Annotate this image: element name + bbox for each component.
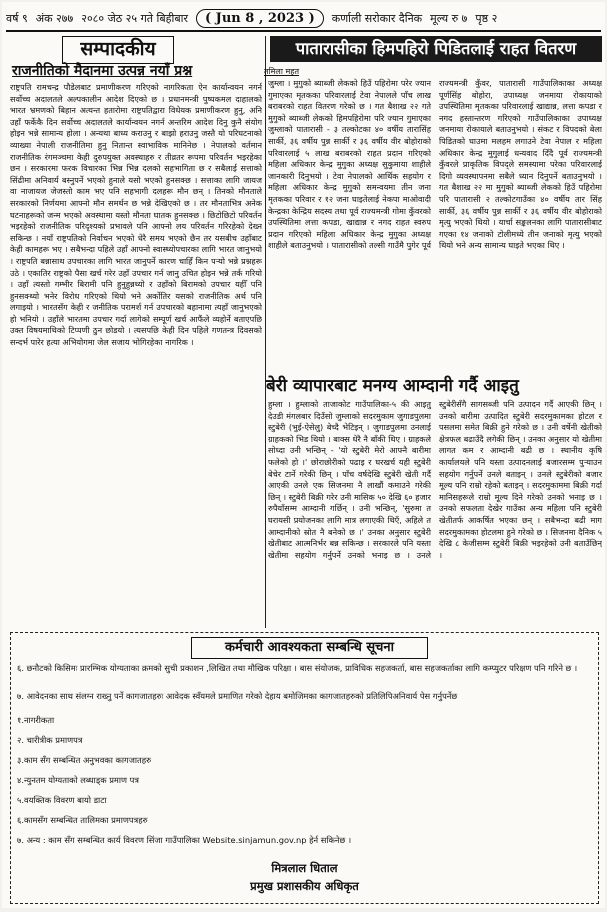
notice-item: ७. अन्य : काम सँग सम्बन्धित कार्य विवरण सिंजा गाउँपालिका Website.sinjamun.gov.np हेर्न सकिनेछ । [17,835,352,845]
volume: वर्ष ९ [6,11,28,25]
issue-number: अंक २७७ [35,11,74,25]
editorial-headline: राजनीतिको मैदानमा उत्पन्न नयाँ प्रश्न [12,63,193,79]
second-headline: बेरी व्यापारबाट मनग्य आम्दानी गर्दै आइतु [266,376,519,396]
paper-name: कर्णाली सरोकार दैनिक [331,11,423,25]
lead-body: जुम्ला । मुगुको ब्याब्जी लेकको हिउँ पहिरोमा परेर ज्यान गुमाएका मृतकका परिवारलाई टेवा नेपालले पाँच लाख बराबरको राहत वितरण गरेको छ । गत बैशाख २२ गते मुगुको ब्याब्जी लेकको हिमपहिरोमा परि ज्यान गुमाएका जुम्लाको पातारासी - ३ तल्कोटका ४० वर्षीय तारासिंह सार्की, ३६ वर्षीय पुन्न सार्की र ३६ वर्षीय वीर बोहोराको परिवारलाई ५ लाख बराबरको राहत प्रदान गरिएको महिला अधिकार केन्द्र मुगुका अध्यक्ष सुकुमाया शाहीले जानकारी दिनुभयो । टेवा नेपालको आर्थिक सहयोग र महिला अधिकार केन्द्र मुगुको समन्वयमा तीन जना मृतकका परिवार र १२ जना घाइतेलाई नेकपा माओवादी केन्द्रका केन्द्रिय सदस्य तथा पूर्व राज्यमन्त्री गोमा कुँवरको उपस्थितिमा लत्ता कपडा, खाद्यान्न र नगद राहत स्वरुप प्रदान गरिएको महिला अधिकार केन्द्र मुगुका अध्यक्ष शाहीले बताउनुभयो । पातारासीको तल्सी गाउँमै पुगेर पूर्व राज्यमन्त्री कुँवर, पातारासी गाउँपालिकाका अध्यक्ष पूर्णसिंह बोहोरा, उपाध्यक्ष जनमाया रोकायाको उपस्थितिमा मृतकका परिवारलाई खाद्यान्न, लत्ता कपडा र नगद हस्तान्तरण गरिएको गाउँपालिकाका उपाध्यक्ष जनमाया रोकायाले बताउनुभयो । संकट र विपदको बेला पिडितको घाउमा मलहम लगाउने टेवा नेपाल र महिला अधिकार केन्द्र मुगुलाई धन्यवाद दिँदै पूर्व राज्यमन्त्री कुँवरले प्राकृतिक विपद्ले समस्यामा परेका परिवारलाई दिगो व्यवस्थापनमा सबैले ध्यान दिनुपर्ने बताउनुभयो । गत बैशाख २२ मा मुगुको ब्याब्जी लेकको हिउँ पहिरोमा परि पातारासी २ तल्कोटगाउँका ४० वर्षीय तार सिंह सार्की, ३६ वर्षीय पुन्न सार्की र ३६ वर्षीय वीर बोहोराको मृत्यु भएको थियो । यार्चा सङ्कलनका लागि पातारासीबाट गएका १४ जनाको टोलीमध्ये तीन जनाको मृत्यु भएको थियो भने अन्य सामान्य घाइते भएका थिए । [268,78,602,251]
lead-dateline: तमिला महत [264,67,300,76]
notice-title: कर्मचारी आवश्यकता सम्बन्धि सूचना [191,637,428,659]
lead-headline: पातारासीका हिमपहिरो पिडितलाई राहत वितरण [270,36,602,62]
nepali-date: २०८० जेठ २५ गते बिहीबार [81,11,188,25]
signatory-name: मित्रलाल धिताल [271,861,338,875]
notice-item: २. चारीत्रीक प्रमाणपत्र [17,735,83,745]
column-divider [265,36,266,628]
price: मूल्य रु ७ [430,11,468,25]
notice-item: ३.काम सँग सम्बन्धित अनुभवका कागजातहरु [17,755,152,765]
editorial-body: राष्ट्रपति रामचन्द्र पौडेलबाट प्रमाणीकरण गरिएको नागरिकता ऐन कार्यान्वयन नगर्न सर्वोच्च अदालतले अल्पकालीन आदेश दिएको छ । प्रधानमन्त्री पुष्पकमल दाहालको भारत भ्रमणको बिहान अत्यन्त हतारोमा राष्ट्रपतिद्वारा विधेयक प्रमाणीकरण हुनु, अनि उहाँ फर्केकै दिन सर्वोच्च अदालतले कार्यान्वयन नगर्न अन्तरिम आदेश दिनु कुनै संयोग होइन भन्ने सामान्य होला । अन्यथा बाध्य कराउनु र बाझो हराउनु जस्तै यो परिघटनाको व्याख्या नेपाली राजनीतिमा हुनु नितान्त स्वाभाविक मानिनेछ । नेपालको वर्तमान राजनीतिक रंगमञ्चमा केही दुरुपयुक्त अवस्थाहरु र तीव्रतर रूपमा परिवर्तन भइरहेका छन । सरकारमा फरक विचारका भिन्न भिन्न दलको सहभागिता छ र सबैलाई सत्ताको सिंढीमा अनिवार्य बस्नुपर्ने भएको हुनाले यसो भएको हुनसक्छ । सत्ताका लागि जायज वा नाजायज जेजस्तो काम भए पनि सहभागी दलहरू मौन छन् । तिनको मौनताले सरकारको निर्णयमा आफ्नो मौन समर्थन छ भन्ने देखिएको छ । तर मौनताभित्र अनेक घटनाहरूको जन्म भएको अवस्थामा यस्तो मौनता घातक हुनसक्छ । छिटोछिटो परिवर्तन भइरहेको राजनीतिक परिदृश्यको प्रभावले पनि आफ्नो लय परिवर्तन गरिरहेको देख्न सकिन्छ । नयाँ राष्ट्रपतिको निर्वाचन भएको धेरै समय भएको छैन तर यसबीच उहाँबाट केही कामहरू भए । सबैभन्दा पहिले उहाँ आफ्नो स्वास्थ्योपचारका लागि भारत जानुभयो । राष्ट्रपति बन्नासाथ उपचारका लागि भारत जानुपर्ने कारण चाहिँ किन पर्‍यो भन्ने प्रश्नहरू उठे । एकातिर राष्ट्रको पैसा खर्च गरेर उहाँ उपचार गर्न जानु उचित होइन भन्ने तर्क गरियो । उहाँ त्यस्तो गम्भीर बिरामी पनि हुनुहुन्नथ्यो र उहाँको बिरामको उपचार यहीँ पनि हुनसक्थ्यो भनेर विरोध गरिएको थियो भने अर्कोतिर यसको राजनीतिक अर्थ पनि लगाइयो । भारतसँग केही र जनीतिक परामर्श गर्न उपचारको बहानामा त्यहाँ जानुभएको हो भनियो । उहाँले भारतमा उपचार गर्दा लागेको सम्पूर्ण खर्च आफैंले व्यहोर्ने बताएपछि उक्त विषयमाथिको टिप्पणी ठुन छोडयो । त्यसपछि केही दिन पहिले गणतन्त्र दिवसको सन्दर्भ पारेर हत्या अभियोगमा जेल सजाय भोगिरहेका नागरिक । [10,82,262,348]
notice-item: ५.वयक्तिक विवरण बायो डाटा [17,795,107,805]
notice-item: ४.न्युनतम योग्यताको लब्धाड्क प्रमाण पत्र [17,775,139,785]
notice-item: ६. छनौटको किसिमः प्रारम्भिक योग्यताका क्रमको सुची प्रकाशन ,लिखित तथा मौखिक परिक्षा । बास संयोजक, प्राविधिक सहजकर्ता, बास सहजकर्ताका लागि कम्प्युटर परिक्षण पनि गरिने छ । [17,663,578,673]
second-body: हुम्ला । हुम्लाको ताजाकोट गाउँपालिका-५ की आइतु देउडी मंगलबार दिउँसो जुम्लाको सदरमुकाम जुगाडपुलमा स्टुबेरी (भुई-ऐसेलु) बेच्दै भेटिइन् । जुगाडपुलमा उनलाई ग्राहकको भिड थियो । बाक्स धेरै नै बाँकी थिए । ग्राहकले सोध्दा उनी भन्छिन् - 'यो स्टुबेरी मेरो आफ्नै बारीमा फलेको हो ।' छोराछोरीको पढाइ र घरखर्च यही स्टुबेरी बेचेर टार्ने गरेकी छिन् । पाँच वर्षदेखि स्टुबेरी खेती गर्दै आएकी उनले एक सिजनमा नै लाखौं कमाउने गरेकी छिन् । स्टुबेरी बिक्री गरेर उनी मासिक ५० देखि ६० हजार रुपैयाँसम्म आम्दानी गर्छिन् । उनी भन्छिन्, 'सुरुमा त घरायसी प्रयोजनका लागि मात्र लगाएकी थिएँ, अहिले त आम्दानीको स्रोत नै बनेको छ ।' उनका अनुसार स्टुबेरी खेतीबाट आत्मनिर्भर बन्न सकिन्छ । सरकारले पनि यस्ता खेतीमा सहयोग गर्नुपर्ने उनको भनाइ छ । उनले स्टुबेरीसँगै सागसब्जी पनि उत्पादन गर्दै आएकी छिन् । उनको बारीमा उत्पादित स्टुबेरी सदरमुकामका होटल र पसलमा समेत बिक्री हुने गरेको छ । उनी वर्षेनी खेतीको क्षेत्रफल बढाउँदै लगेकी छिन् । उनका अनुसार यो खेतीमा लागत कम र आम्दानी बढी छ । स्थानीय कृषि कार्यालयले पनि यस्ता उत्पादनलाई बजारसम्म पुर्‍याउन सहयोग गर्नुपर्ने उनले बताइन् । उनले स्टुबेरीको बजार मूल्य पनि राम्रो रहेको बताइन् । सदरमुकाममा बिक्री गर्दा मानिसहरूले राम्रो मूल्य दिने गरेको उनको भनाइ छ । उनको सफलता देखेर गाउँका अन्य महिला पनि स्टुबेरी खेतीतर्फ आकर्षित भएका छन् । सबैभन्दा बढी माग सदरमुकामका होटलमा हुने गरेको छ । सिजनमा दैनिक ५ देखि ८ केजीसम्म स्टुबेरी बिक्री भइरहेको उनी बताउँछिन् । [268,399,602,560]
page-number: पृष्ठ २ [475,11,498,25]
editorial-section-title: सम्पादकीय [62,36,174,64]
english-date: ( Jun 8 , 2023 ) [196,9,324,28]
newspaper-page [2,2,605,908]
masthead [6,6,601,32]
job-notice [10,632,599,904]
notice-item: ७. आवेदनका साथ संलग्न राख्नु पर्ने कागजातहरुः आवेदक स्वँयमले प्रमाणित गरेको देहाय बमोजिमका कागजातहरुको प्रतिलिपिअनिवार्य पेस गर्नुपर्नेछ [17,691,458,701]
notice-item: १.नागरीकता [17,715,55,725]
signatory-title: प्रमुख प्रशासकीय अधिकृत [250,879,359,893]
notice-item: ६.कामसँग सम्बन्धित तालिमका प्रमाणपत्रहरु [17,815,148,825]
